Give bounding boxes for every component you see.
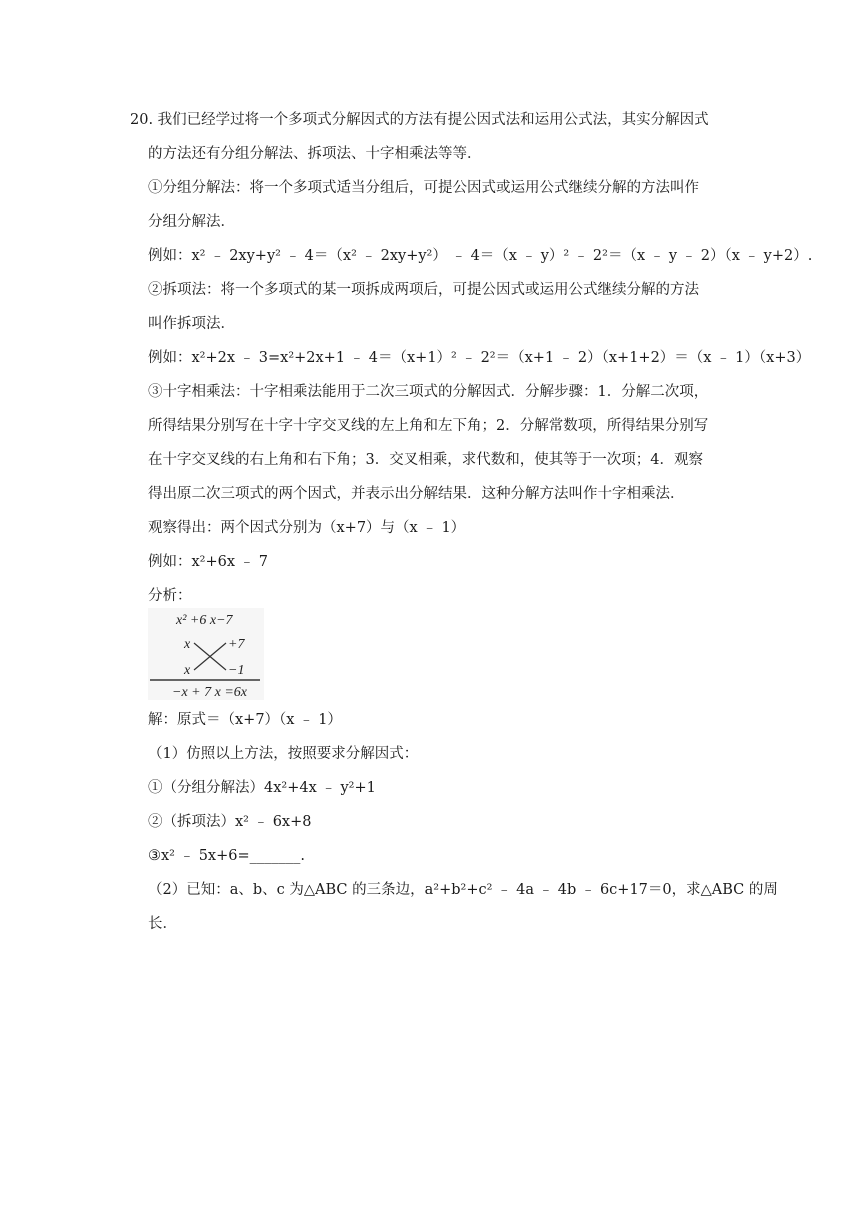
problem-line-6: ②拆项法：将一个多项式的某一项拆成两项后，可提公因式或运用公式继续分解的方法 <box>148 282 699 298</box>
diagram-right-bottom: −1 <box>228 663 245 678</box>
diagram-right-top: +7 <box>228 637 245 652</box>
diagram-left-top: x <box>184 637 191 652</box>
example-split-term: 例如：x²+2x ﹣ 3=x²+2x+1 ﹣ 4＝（x+1）² ﹣ 2²＝（x+1 ﹣ 2）（x+1+2）＝（x ﹣ 1）（x+3） <box>148 350 811 366</box>
problem-line-3: ①分组分解法：将一个多项式适当分组后，可提公因式或运用公式继续分解的方法叫作 <box>148 180 699 196</box>
solution-line: 解：原式＝（x+7）（x ﹣ 1） <box>148 712 342 728</box>
problem-line-2: 的方法还有分组分解法、拆项法、十字相乘法等等． <box>148 146 482 162</box>
part-1-item-2: ②（拆项法）x² ﹣ 6x+8 <box>148 814 312 830</box>
part-1-prompt: （1）仿照以上方法，按照要求分解因式： <box>148 746 419 762</box>
observation-line: 观察得出：两个因式分别为（x+7）与（x ﹣ 1） <box>148 520 466 536</box>
problem-line-9: ③十字相乘法：十字相乘法能用于二次三项式的分解因式．分解步骤：1．分解二次项， <box>148 384 709 400</box>
problem-line-7: 叫作拆项法． <box>148 316 235 332</box>
diagram-result: −x + 7 x =6x <box>172 685 247 700</box>
problem-line-1: 20. 我们已经学过将一个多项式分解因式的方法有提公因式法和运用公式法，其实分解因式 <box>130 112 709 128</box>
diagram-top-expression: x² +6 x−7 <box>176 613 233 628</box>
problem-line-10: 所得结果分别写在十字十字交叉线的左上角和左下角；2．分解常数项，所得结果分别写 <box>148 418 709 434</box>
part-1-item-1: ①（分组分解法）4x²+4x ﹣ y²+1 <box>148 780 376 796</box>
problem-line-4: 分组分解法． <box>148 214 235 230</box>
example-cross-method: 例如：x²+6x ﹣ 7 <box>148 554 268 570</box>
part-2-continuation: 长． <box>148 916 177 932</box>
analysis-label: 分析： <box>148 588 192 604</box>
problem-line-12: 得出原二次三项式的两个因式，并表示出分解结果．这种分解方法叫作十字相乘法． <box>148 486 685 502</box>
problem-line-11: 在十字交叉线的右上角和右下角；3．交叉相乘，求代数和，使其等于一次项；4．观察 <box>148 452 703 468</box>
example-grouping: 例如：x² ﹣ 2xy+y² ﹣ 4＝（x² ﹣ 2xy+y²） ﹣ 4＝（x ﹣ y）² ﹣ 2²＝（x ﹣ y ﹣ 2）（x ﹣ y+2）. <box>148 248 813 264</box>
diagram-left-bottom: x <box>184 663 191 678</box>
part-2-prompt: （2）已知：a、b、c 为△ABC 的三条边，a²+b²+c² ﹣ 4a ﹣ 4b ﹣ 6c+17＝0，求△ABC 的周 <box>148 882 778 898</box>
cross-multiplication-diagram <box>148 608 264 700</box>
part-1-item-3: ③x² ﹣ 5x+6=_______. <box>148 848 305 864</box>
